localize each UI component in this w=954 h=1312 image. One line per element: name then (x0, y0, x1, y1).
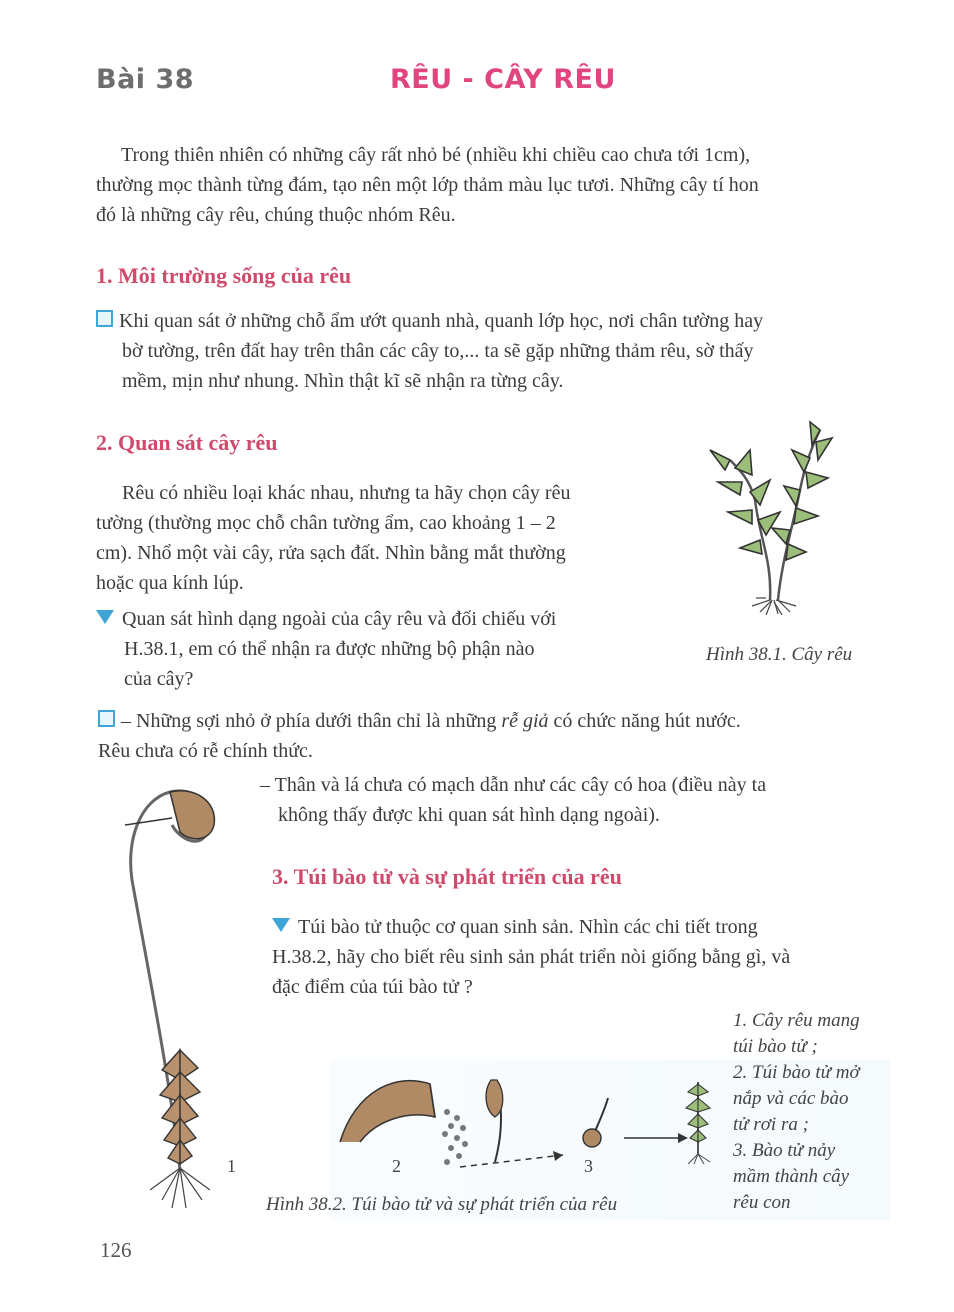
section-1-line-3: mềm, mịn như nhung. Nhìn thật kĩ sẽ nhận ra từng cây. (122, 370, 564, 392)
legend-line-1: 1. Cây rêu mang (733, 1010, 860, 1031)
answer-italic-term: rễ giả (501, 710, 549, 732)
answer-first-line (98, 706, 896, 736)
answer-text-1: – Những sợi nhỏ ở phía dưới thân chỉ là những (121, 710, 502, 732)
figure-38-2-legend (733, 1008, 881, 1216)
answer-paragraph (98, 706, 896, 766)
intro-line-1: Trong thiên nhiên có những cây rất nhỏ bé (nhiều khi chiều cao chưa tới 1cm), (121, 144, 751, 166)
section-2-heading: 2. Quan sát cây rêu (96, 430, 278, 455)
intro-line-2: thường mọc thành từng đám, tạo nên một lớp thảm màu lục tươi. Những cây tí hon (96, 174, 759, 196)
section-1-line-1: Khi quan sát ở những chỗ ẩm ướt quanh nhà, quanh lớp học, nơi chân tường hay (119, 310, 764, 332)
section-3-question-line-2: H.38.2, hãy cho biết rêu sinh sản phát triển nòi giống bằng gì, và (272, 946, 791, 968)
legend-line-2: túi bào tử ; (733, 1036, 818, 1057)
moss-plant-illustration (700, 420, 860, 615)
legend-line-4: nắp và các bào (733, 1088, 849, 1109)
section-2-line-4: hoặc qua kính lúp. (96, 572, 244, 594)
section-3-heading: 3. Túi bào tử và sự phát triển của rêu (272, 864, 622, 889)
section-2-question-first (96, 604, 671, 634)
section-3-question (272, 912, 896, 1002)
legend-line-8: rêu con (733, 1192, 791, 1213)
square-bullet-icon (98, 710, 115, 727)
legend-line-6: 3. Bào tử nảy (733, 1140, 836, 1161)
section-2-line-1: Rêu có nhiều loại khác nhau, nhưng ta hãy chọn cây rêu (122, 482, 571, 504)
answer-line-2: Rêu chưa có rễ chính thức. (98, 740, 313, 762)
section-2-question-line-2: H.38.1, em có thể nhận ra được những bộ phận nào (124, 638, 535, 660)
section-1-heading: 1. Môi trường sống của rêu (96, 263, 352, 288)
germinating-spore-illustration (578, 1094, 618, 1154)
square-bullet-icon (96, 310, 113, 327)
page-number: 126 (100, 1238, 132, 1262)
moss-with-spore-capsule-illustration (110, 780, 230, 1210)
section-2-question (96, 604, 671, 694)
section-1-line-2: bờ tường, trên đất hay trên thân các cây to,... ta sẽ gặp những thảm rêu, sờ thấy (122, 340, 754, 362)
answer-text-2: có chức năng hút nước. (548, 710, 741, 732)
legend-line-7: mầm thành cây (733, 1166, 850, 1187)
section-1-paragraph (96, 306, 894, 396)
intro-paragraph (96, 140, 894, 230)
section-2-line-3: cm). Nhổ một vài cây, rửa sạch đất. Nhìn bằng mắt thường (96, 542, 566, 564)
section-2-paragraph (96, 478, 671, 598)
section-2-question-line-3: của cây? (124, 668, 194, 690)
section-1-first-line (96, 306, 894, 336)
stem-paragraph (260, 770, 896, 830)
intro-line-3: đó là những cây rêu, chúng thuộc nhóm Rêu. (96, 204, 456, 226)
section-2-line-2: tường (thường mọc chỗ chân tường ẩm, cao khoảng 1 – 2 (96, 512, 556, 534)
section-3-question-line-1: Túi bào tử thuộc cơ quan sinh sản. Nhìn các chi tiết trong (298, 916, 758, 938)
figure-label-1: 1 (227, 1156, 236, 1176)
section-3-question-line-3: đặc điểm của túi bào tử ? (272, 976, 473, 998)
legend-line-5: tử rơi ra ; (733, 1114, 809, 1135)
lesson-title: RÊU - CÂY RÊU (390, 64, 616, 95)
figure-label-2: 2 (392, 1156, 401, 1176)
figure-38-2-caption: Hình 38.2. Túi bào tử và sự phát triển của rêu (266, 1194, 618, 1215)
figure-38-1-caption: Hình 38.1. Cây rêu (706, 644, 853, 665)
young-moss-illustration (680, 1074, 716, 1164)
triangle-bullet-icon (96, 610, 114, 624)
lesson-number: Bài 38 (96, 64, 195, 95)
stem-line-2: không thấy được khi quan sát hình dạng ngoài). (278, 804, 660, 826)
stem-line-1: – Thân và lá chưa có mạch dẫn như các cây có hoa (điều này ta (260, 774, 767, 796)
triangle-bullet-icon (272, 918, 290, 932)
section-3-question-first (272, 912, 896, 942)
legend-line-3: 2. Túi bào tử mở (733, 1062, 860, 1083)
figure-label-3: 3 (584, 1156, 593, 1176)
section-2-question-line-1: Quan sát hình dạng ngoài của cây rêu và đối chiếu với (122, 608, 557, 630)
dashed-arrow-icon (455, 1145, 575, 1175)
